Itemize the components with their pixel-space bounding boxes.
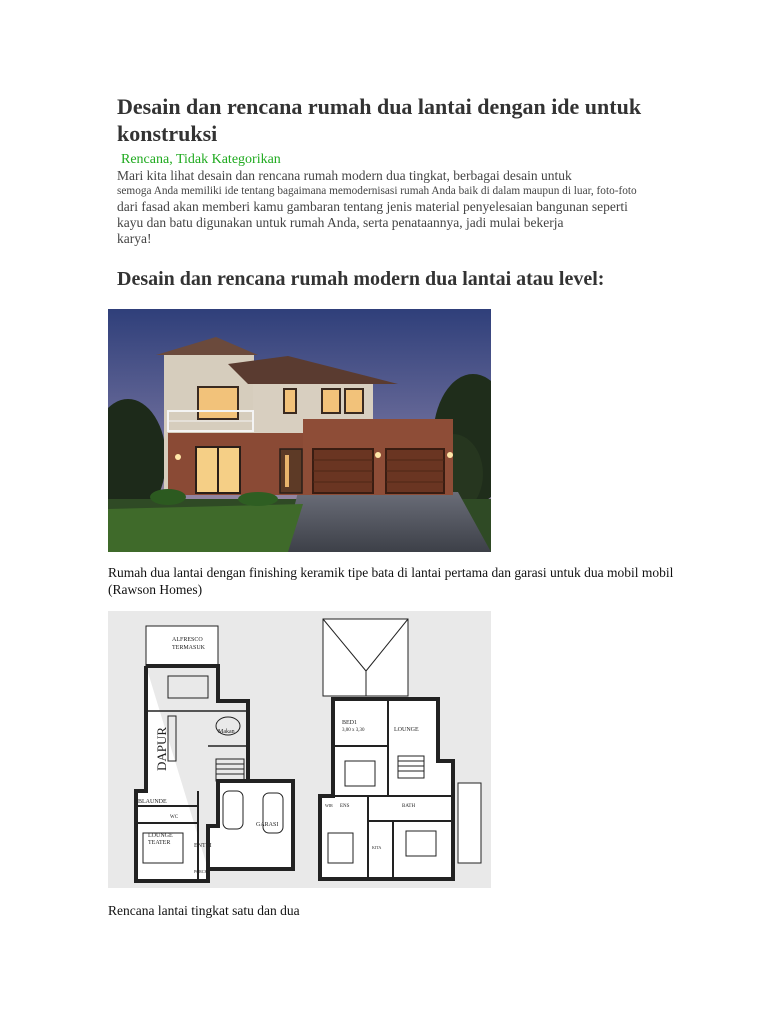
article-title: Desain dan rencana rumah dua lantai dengan ide untuk konstruksi bbox=[117, 94, 642, 146]
plan-label: LOUNGE bbox=[394, 727, 419, 733]
house-exterior-photo bbox=[108, 309, 491, 552]
intro-line: kayu dan batu digunakan untuk rumah Anda, serta penataannya, jadi mulai bekerja bbox=[117, 215, 564, 230]
intro-line: dari fasad akan memberi kamu gambaran tentang jenis material penyelesaian bangunan seperti bbox=[117, 199, 628, 214]
plan-label: ENS bbox=[340, 804, 350, 809]
plan-label: BLAUNDE bbox=[138, 799, 167, 805]
plan-label: DAPUR bbox=[154, 726, 169, 771]
plan-label: BATH bbox=[402, 804, 416, 809]
plan-label: ALFRESCO bbox=[172, 637, 203, 643]
intro-line: semoga Anda memiliki ide tentang bagaimana memodernisasi rumah Anda baik di dalam maupun di luar, foto-foto bbox=[117, 185, 637, 197]
plan-label: ENTRI bbox=[194, 843, 212, 849]
plan-label: PORCH bbox=[194, 869, 208, 874]
plan-label: KITA bbox=[372, 845, 382, 850]
photo-caption: Rumah dua lantai dengan finishing keramik tipe bata di lantai pertama dan garasi untuk dua mobil mobil (Rawson Homes) bbox=[108, 565, 674, 597]
section-heading: Desain dan rencana rumah modern dua lantai atau level: bbox=[117, 268, 605, 290]
plan-label: TERMASUK bbox=[172, 645, 206, 651]
intro-line: Mari kita lihat desain dan rencana rumah modern dua tingkat, berbagai desain untuk bbox=[117, 168, 572, 183]
plan-label: LOUNGE bbox=[148, 833, 173, 839]
plan-label: BED1 bbox=[342, 720, 357, 726]
plan-label: 3,00 x 3,30 bbox=[342, 728, 365, 733]
plan-label: WIR bbox=[325, 803, 333, 808]
floor-plans bbox=[108, 611, 491, 888]
plan-label: WC bbox=[170, 815, 179, 820]
plan-label: Makan bbox=[218, 729, 235, 735]
plan-label: TEATER bbox=[148, 840, 171, 846]
plans-caption: Rencana lantai tingkat satu dan dua bbox=[108, 903, 300, 918]
plan-label: GARASI bbox=[256, 822, 279, 828]
intro-line: karya! bbox=[117, 231, 152, 246]
category-links[interactable]: Rencana, Tidak Kategorikan bbox=[121, 152, 281, 167]
intro-paragraph bbox=[117, 168, 737, 247]
